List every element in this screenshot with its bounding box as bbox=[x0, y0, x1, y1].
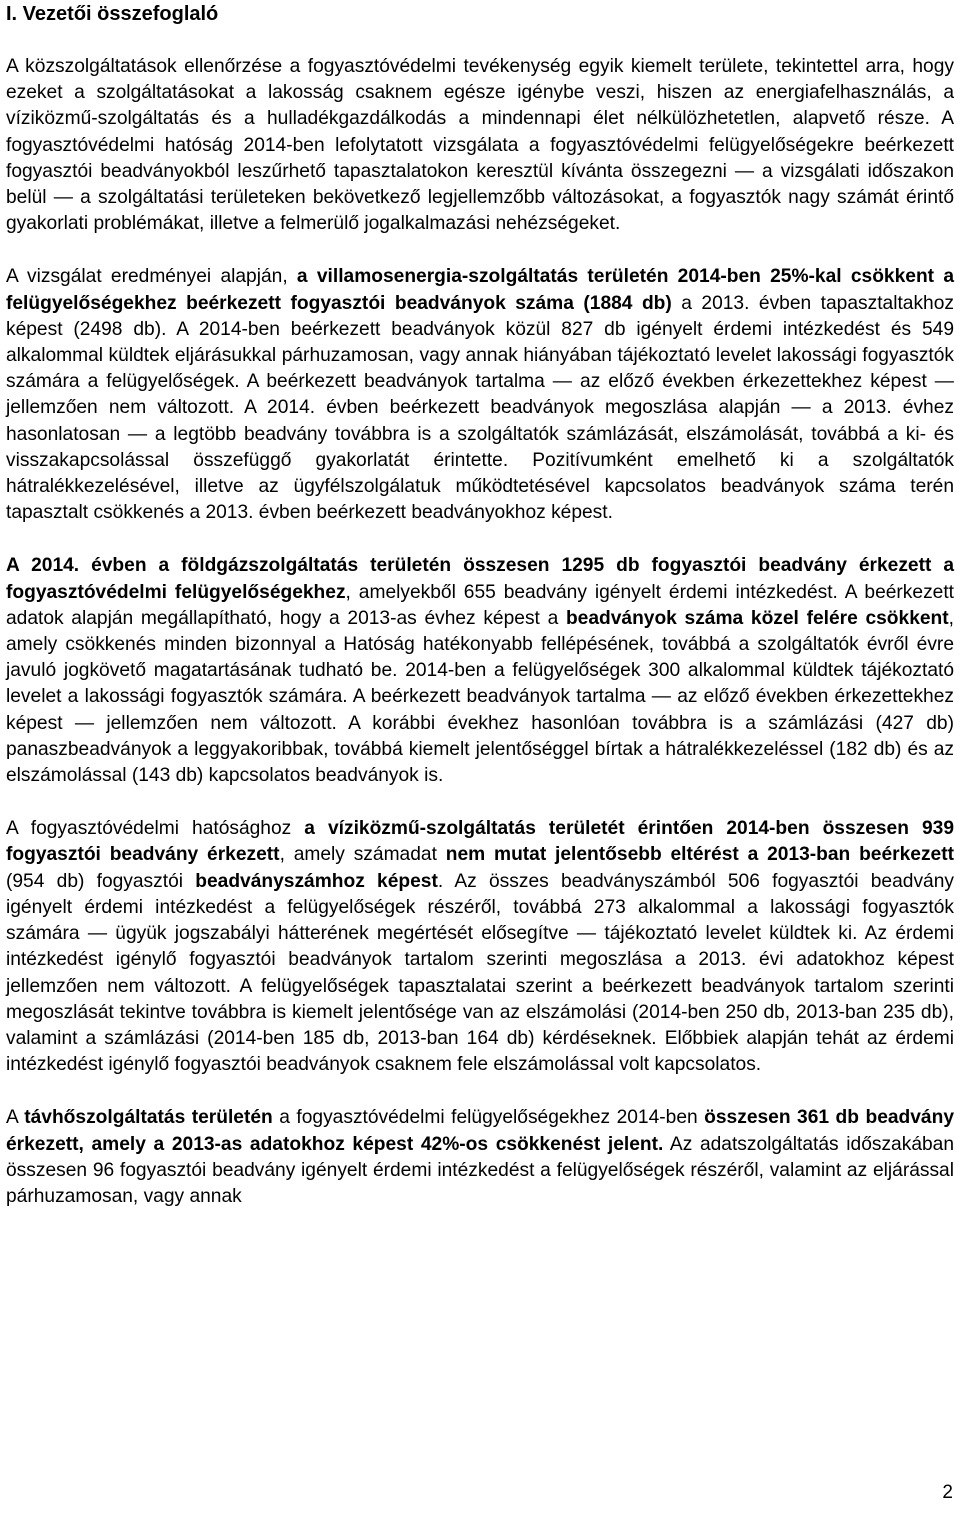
paragraph-bold-text: beadványok száma közel felére csökkent bbox=[565, 607, 949, 629]
paragraph-district-heating bbox=[6, 1105, 954, 1210]
paragraph-text: A közszolgáltatások ellenőrzése a fogyasztóvédelmi tevékenység egyik kiemelt területe, tekintettel arra, hogy ezeket a szolgáltatásokat a lakosság csaknem egésze igénybe veszi, hiszen az energiafelhasználás, a víziközmű-szolgáltatás és a hulladékgazdálkodás a mindennapi élet nélkülözhetetlen, alapvető része. A fogyasztóvédelmi hatóság 2014-ben lefolytatott vizsgálata a fogyasztóvédelmi felügyelőségekre beérkezett fogyasztói beadványokból leszűrhető tapasztalatokon keresztül kívánta összegezni ― a vizsgálati időszakon belül ― a szolgáltatási területeken bekövetkező legjellemzőbb változásokat, a fogyasztók nagy számát érintő gyakorlati problémákat, illetve a felmerülő jogalkalmazási nehézségeket. bbox=[6, 56, 954, 235]
paragraph-text: a 2013. évben tapasztaltakhoz képest (2498 db). A 2014-ben beérkezett beadványok közül 827 db igényelt érdemi intézkedést és 549 alkalommal küldtek eljárásukkal párhuzamosan, vagy annak hiányában tájékoztató levelet lakossági fogyasztók számára a felügyelőségek. A beérkezett beadványok tartalma ― az előző években érkezettekhez képest ― jellemzően nem változott. A 2014. évben beérkezett beadványok megoszlása alapján ― a 2013. évhez hasonlatosan ― a legtöbb beadvány továbbra is a szolgáltatók számlázását, elszámolását, továbbá a ki- és visszakapcsolással összefüggő gyakorlatát érintette. Pozitívumként emelhető ki a szolgáltatók hátralékkezelésével, illetve az ügyfélszolgálatuk működtetésével kapcsolatos beadványok száma terén tapasztalt csökkenés a 2013. évben beérkezett beadványokhoz képest. bbox=[6, 292, 954, 524]
paragraph-text: A vizsgálat eredményei alapján, bbox=[6, 266, 297, 288]
paragraph-text: , amely csökkenés minden bizonnyal a Hatóság hatékonyabb fellépésének, továbbá a szolgáltatók évről évre javuló jogkövető magatartásának tudható be. 2014-ben a felügyelőségek 300 alkalommal küldtek tájékoztató levelet a lakossági fogyasztók számára. A beérkezett beadványok tartalma ― az előző években érkezettekhez képest ― jellemzően nem változott. A korábbi évekhez hasonlóan továbbra is a számlázási (427 db) panaszbeadványok a leggyakoribbak, továbbá kiemelt jelentőséggel bírtak a hátralékkezeléssel (182 db) és az elszámolással (143 db) kapcsolatos beadványok is. bbox=[6, 607, 954, 787]
paragraph-bold-text: a villamosenergia-szolgáltatás területén 2014-ben 25%-kal csökkent a felügyelőségekhez beérkezett fogyasztói beadványok száma (1884 db) bbox=[6, 266, 954, 314]
page-number: 2 bbox=[942, 1482, 953, 1503]
paragraph-bold-text: távhőszolgáltatás területén bbox=[24, 1107, 273, 1129]
paragraph-text: , amelyekből 655 beadvány igényelt érdemi intézkedést. A beérkezett adatok alapján megállapítható, hogy a 2013-as évhez képest a bbox=[6, 581, 954, 629]
paragraph-water bbox=[6, 816, 954, 1078]
paragraph-bold-text: A 2014. évben a földgázszolgáltatás területén összesen 1295 db fogyasztói beadvány érkezett a fogyasztóvédelmi felügyelőségekhez bbox=[6, 555, 954, 603]
paragraph-bold-text: összesen 361 db beadvány érkezett, amely a 2013-as adatokhoz képest 42%-os csökkenést jelent. bbox=[6, 1107, 954, 1155]
paragraph-text: A fogyasztóvédelmi hatósághoz bbox=[6, 818, 305, 840]
paragraph-bold-text: beadványszámhoz képest bbox=[195, 870, 438, 892]
paragraph-gas bbox=[6, 553, 954, 789]
paragraph-text: (954 db) fogyasztói bbox=[6, 870, 196, 892]
paragraph-text: , amely számadat bbox=[279, 844, 446, 866]
paragraph-bold-text: nem mutat jelentősebb eltérést a 2013-ban beérkezett bbox=[445, 844, 954, 866]
paragraph-intro bbox=[6, 54, 954, 237]
section-heading: I. Vezetői összefoglaló bbox=[6, 3, 219, 25]
paragraph-text: a fogyasztóvédelmi felügyelőségekhez 2014-ben bbox=[272, 1107, 705, 1129]
paragraph-electricity bbox=[6, 264, 954, 526]
paragraph-bold-text: a víziközmű-szolgáltatás területét érintően 2014-ben összesen 939 fogyasztói beadvány érkezett bbox=[6, 818, 954, 866]
paragraph-text: Az adatszolgáltatás időszakában összesen 96 fogyasztói beadvány igényelt érdemi intézkedést a felügyelőségek részéről, valamint az eljárással párhuzamosan, vagy annak bbox=[6, 1133, 954, 1207]
paragraph-text: A bbox=[6, 1107, 25, 1129]
paragraph-text: . Az összes beadványszámból 506 fogyasztói beadvány igényelt érdemi intézkedést a felügyelőségek részéről, továbbá 273 alkalommal a lakossági fogyasztók számára ― ügyük jogszabályi hátterének megértését elősegítve ― tájékoztató levelet küldtek ki. Az érdemi intézkedést igénylő fogyasztói beadványok tartalom szerinti megoszlása a 2013. évi adatokhoz képest jellemzően nem változott. A felügyelőségek tapasztalatai szerint a beérkezett beadványok tartalom szerinti megoszlását tekintve továbbra is kiemelt jelentősége van az elszámolási (2014-ben 250 db, 2013-ban 235 db), valamint a számlázási (2014-ben 185 db, 2013-ban 164 db) kérdéseknek. Előbbiek alapján tehát az érdemi intézkedést igénylő fogyasztói beadványok csaknem fele elszámolással volt kapcsolatos. bbox=[6, 870, 954, 1076]
document-page bbox=[6, 0, 954, 1210]
